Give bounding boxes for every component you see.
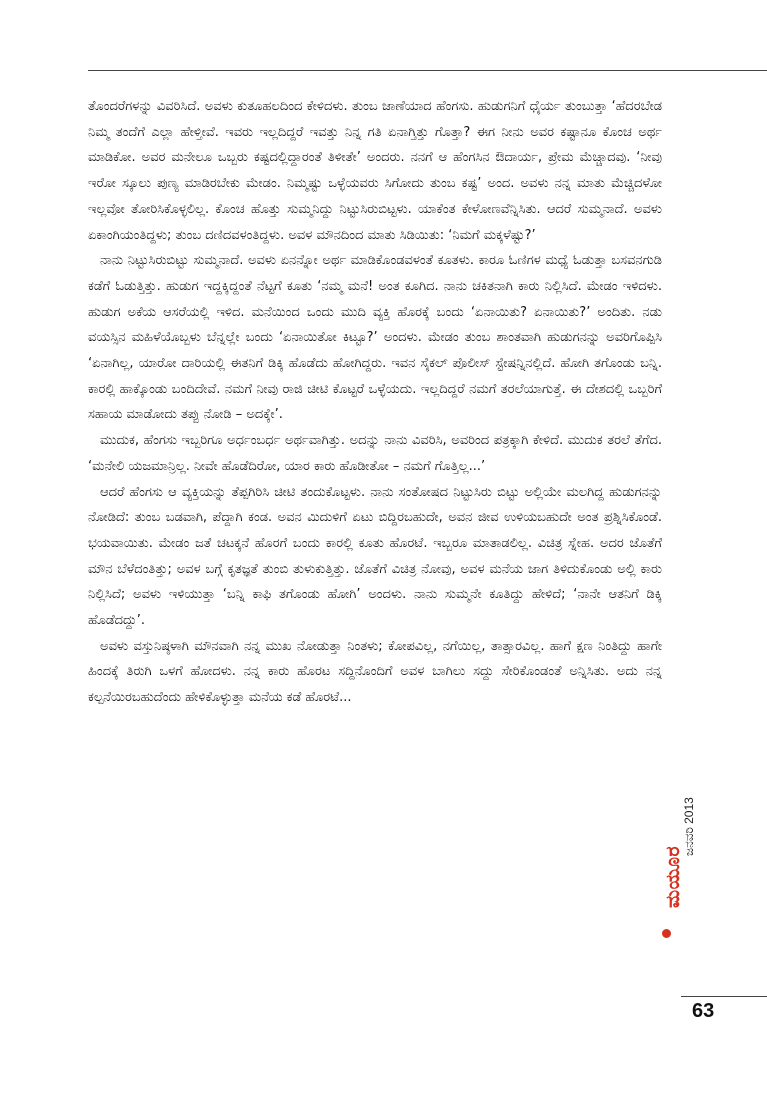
issue-date: ಜನವರಿ 2013 — [682, 797, 696, 856]
article-body — [88, 94, 662, 944]
article-paragraph: ನಾನು ನಿಟ್ಟುಸಿರುಬಿಟ್ಟು ಸುಮ್ಮನಾದೆ. ಅವಳು ಏನನ್ನೋ ಅರ್ಥ ಮಾಡಿಕೊಂಡವಳಂತೆ ಕೂತಳು. ಕಾರೂ ಓಣಿಗಳ ಮಧ್ಯೆ ಓಡುತ್ತಾ ಬಸವನಗುಡಿ ಕಡೆಗೆ ಓಡುತ್ತಿತ್ತು. ಹುಡುಗ ಇದ್ದಕ್ಕಿದ್ದಂತೆ ನೆಟ್ಟಗೆ ಕೂತು ‘ನಮ್ಮ ಮನೆ! ಅಂತ ಕೂಗಿದ. ನಾನು ಚಕಿತನಾಗಿ ಕಾರು ನಿಲ್ಲಿಸಿದೆ. ಮೇಡಂ ಇಳಿದಳು. ಹುಡುಗ ಅಕೆಯ ಆಸರೆಯಲ್ಲಿ ಇಳಿದ. ಮನೆಯಿಂದ ಒಂದು ಮುದಿ ವ್ಯಕ್ತಿ ಹೊರಕ್ಕೆ ಬಂದು ‘ಏನಾಯಿತು? ಏನಾಯಿತು?’ ಅಂದಿತು. ನಡು ವಯಸ್ಸಿನ ಮಹಿಳೆಯೊಬ್ಬಳು ಬೆನ್ನಲ್ಲೇ ಬಂದು ‘ಏನಾಯಿತೋ ಕಿಟ್ಟೂ?’ ಅಂದಳು. ಮೇಡಂ ತುಂಬ ಶಾಂತವಾಗಿ ಹುಡುಗನನ್ನು ಅವರಿಗೊಪ್ಪಿಸಿ ‘ಏನಾಗಿಲ್ಲ, ಯಾರೋ ದಾರಿಯಲ್ಲಿ ಈತನಿಗೆ ಡಿಕ್ಕಿ ಹೊಡೆದು ಹೋಗಿದ್ದರು. ಇವನ ಸೈಕಲ್ ಪೊಲೀಸ್ ಸ್ಟೇಷನ್ನಿನಲ್ಲಿದೆ. ಹೋಗಿ ತಗೊಂಡು ಬನ್ನಿ. ಕಾರಲ್ಲಿ ಹಾಕ್ಕೊಂಡು ಬಂದಿದೇವೆ. ನಮಗೆ ನೀವು ರಾಜಿ ಚೀಟಿ ಕೊಟ್ಟರೆ ಒಳ್ಳೆಯದು. ಇಲ್ಲದಿದ್ದರೆ ನಮಗೆ ತರಲೆಯಾಗುತ್ತೆ. ಈ ದೇಶದಲ್ಲಿ ಒಬ್ಬರಿಗೆ ಸಹಾಯ ಮಾಡೋದು ತಪ್ಪು ನೋಡಿ – ಅದಕ್ಕೇ’. — [88, 253, 662, 423]
magazine-logo: ಮಯೂರ — [662, 845, 684, 908]
article-paragraph: ಅವಳು ವಸ್ತುನಿಷ್ಠಳಾಗಿ ಮೌನವಾಗಿ ನನ್ನ ಮುಖ ನೋಡುತ್ತಾ ನಿಂತಳು; ಕೋಪವಿಲ್ಲ, ನಗೆಯಿಲ್ಲ, ತಾತ್ಸಾರವಿಲ್ಲ. ಹಾಗೆ ಕ್ಷಣ ನಿಂತಿದ್ದು ಹಾಗೇ ಹಿಂದಕ್ಕೆ ತಿರುಗಿ ಒಳಗೆ ಹೋದಳು. ನನ್ನ ಕಾರು ಹೊರಟ ಸದ್ದಿನೊಂದಿಗೆ ಅವಳ ಬಾಗಿಲು ಸದ್ದು ಸೇರಿಕೊಂಡಂತೆ ಅನ್ನಿಸಿತು. ಅದು ನನ್ನ ಕಲ್ಪನೆಯಿರಬಹುದೆಂದು ಹೇಳಿಕೊಳ್ಳುತ್ತಾ ಮನೆಯ ಕಡೆ ಹೊರಟೆ... — [88, 638, 662, 706]
article-paragraph: ತೊಂದರೆಗಳನ್ನು ವಿವರಿಸಿದೆ. ಅವಳು ಕುತೂಹಲದಿಂದ ಕೇಳಿದಳು. ತುಂಬ ಜಾಣೆಯಾದ ಹೆಂಗಸು. ಹುಡುಗನಿಗೆ ಧೈರ್ಯ ತುಂಬುತ್ತಾ ‘ಹೆದರಬೇಡ ನಿಮ್ಮ ತಂದೆಗೆ ಎಲ್ಲಾ ಹೇಳ್ತೀವೆ. ಇವರು ಇಲ್ಲದಿದ್ದರೆ ಇವತ್ತು ನಿನ್ನ ಗತಿ ಏನಾಗ್ತಿತ್ತು ಗೊತ್ತಾ? ಈಗ ನೀನು ಅವರ ಕಷ್ಟಾನೂ ಕೊಂಚ ಅರ್ಥ ಮಾಡಿಕೋ. ಅವರ ಮನೇಲೂ ಒಬ್ಬರು ಕಷ್ಟದಲ್ಲಿದ್ದಾರಂತೆ ತಿಳೀತೇ’ ಅಂದರು. ನನಗೆ ಆ ಹೆಂಗಸಿನ ಔದಾರ್ಯ, ಪ್ರೇಮ ಮೆಚ್ಚಾದವು. ‘ನೀವು ಇರೋ ಸ್ಕೂಲು ಪುಣ್ಯ ಮಾಡಿರಬೇಕು ಮೇಡಂ. ನಿಮ್ಮಷ್ಟು ಒಳ್ಳೆಯವರು ಸಿಗೋದು ತುಂಬ ಕಷ್ಟ’ ಅಂದ. ಅವಳು ನನ್ನ ಮಾತು ಮೆಚ್ಚಿದಳೋ ಇಲ್ಲವೋ ತೋರಿಸಿಕೊಳ್ಳಲಿಲ್ಲ. ಕೊಂಚ ಹೊತ್ತು ಸುಮ್ಮನಿದ್ದು ನಿಟ್ಟುಸಿರುಬಿಟ್ಟಳು. ಯಾಕೆಂತ ಕೇಳೋಣವೆನ್ನಿಸಿತು. ಆದರೆ ಸುಮ್ಮನಾದೆ. ಅವಳು ಏಕಾಂಗಿಯಂತಿದ್ದಳು; ತುಂಬ ದಣಿದವಳಂತಿದ್ದಳು. ಅವಳ ಮೌನದಿಂದ ಮಾತು ಸಿಡಿಯಿತು: ‘ನಿಮಗೆ ಮಕ್ಕಳೆಷ್ಟು?’ — [88, 99, 662, 243]
page-number-rule — [681, 996, 767, 997]
red-dot-icon — [662, 929, 671, 938]
article-paragraph: ಆದರೆ ಹೆಂಗಸು ಆ ವ್ಯಕ್ತಿಯನ್ನು ತೆಪ್ಪಗಿರಿಸಿ ಚೀಟಿ ತಂದುಕೊಟ್ಟಳು. ನಾನು ಸಂತೋಷದ ನಿಟ್ಟುಸಿರು ಬಿಟ್ಟು ಅಲ್ಲಿಯೇ ಮಲಗಿದ್ದ ಹುಡುಗನನ್ನು ನೋಡಿದೆ: ತುಂಬ ಬಡವಾಗಿ, ಪೆದ್ದಾಗಿ ಕಂಡ. ಅವನ ಮಿದುಳಿಗೆ ಏಟು ಬಿದ್ದಿರಬಹುದೇ, ಅವನ ಜೀವ ಉಳಿಯಬಹುದೇ ಅಂತ ಪ್ರಶ್ನಿಸಿಕೊಂಡೆ. ಭಯವಾಯಿತು. ಮೇಡಂ ಜತೆ ಚಟಕ್ಕನೆ ಹೊರಗೆ ಬಂದು ಕಾರಲ್ಲಿ ಕೂತು ಹೊರಟೆ. ಇಬ್ಬರೂ ಮಾತಾಡಲಿಲ್ಲ. ವಿಚಿತ್ರ ಸ್ನೇಹ. ಅದರ ಜೊತೆಗೆ ಮೌನ ಬೆಳೆದಂತಿತ್ತು; ಅವಳ ಬಗ್ಗೆ ಕೃತಜ್ಞತೆ ತುಂಬಿ ತುಳುಕುತ್ತಿತ್ತು. ಜೊತೆಗೆ ವಿಚಿತ್ರ ನೋವು, ಅವಳ ಮನೆಯ ಜಾಗ ತಿಳಿದುಕೊಂಡು ಅಲ್ಲಿ ಕಾರು ನಿಲ್ಲಿಸಿದೆ; ಅವಳು ಇಳಿಯುತ್ತಾ ‘ಬನ್ನಿ ಕಾಫಿ ತಗೊಂಡು ಹೋಗಿ’ ಅಂದಳು. ನಾನು ಸುಮ್ಮನೇ ಕೂತಿದ್ದು ಹೇಳಿದೆ; ‘ನಾನೇ ಆತನಿಗೆ ಡಿಕ್ಕಿ ಹೊಡೆದದ್ದು’. — [88, 484, 662, 629]
article-paragraph: ಮುದುಕ, ಹೆಂಗಸು ಇಬ್ಬರಿಗೂ ಅರ್ಧಂಬರ್ಧ ಅರ್ಥವಾಗಿತ್ತು. ಅದನ್ನು ನಾನು ವಿವರಿಸಿ, ಅವರಿಂದ ಪತ್ರಕ್ಕಾಗಿ ಕೇಳಿದೆ. ಮುದುಕ ತರಲೆ ತೆಗೆದ. ‘ಮನೇಲಿ ಯಜಮಾನ್ರಿಲ್ಲ. ನೀವೇ ಹೊಡೆದಿರೋ, ಯಾರ ಕಾರು ಹೊಡೀತೋ – ನಮಗೆ ಗೊತ್ತಿಲ್ಲ...’ — [88, 433, 662, 474]
page-number: 63 — [692, 1000, 715, 1022]
top-rule — [88, 70, 767, 71]
